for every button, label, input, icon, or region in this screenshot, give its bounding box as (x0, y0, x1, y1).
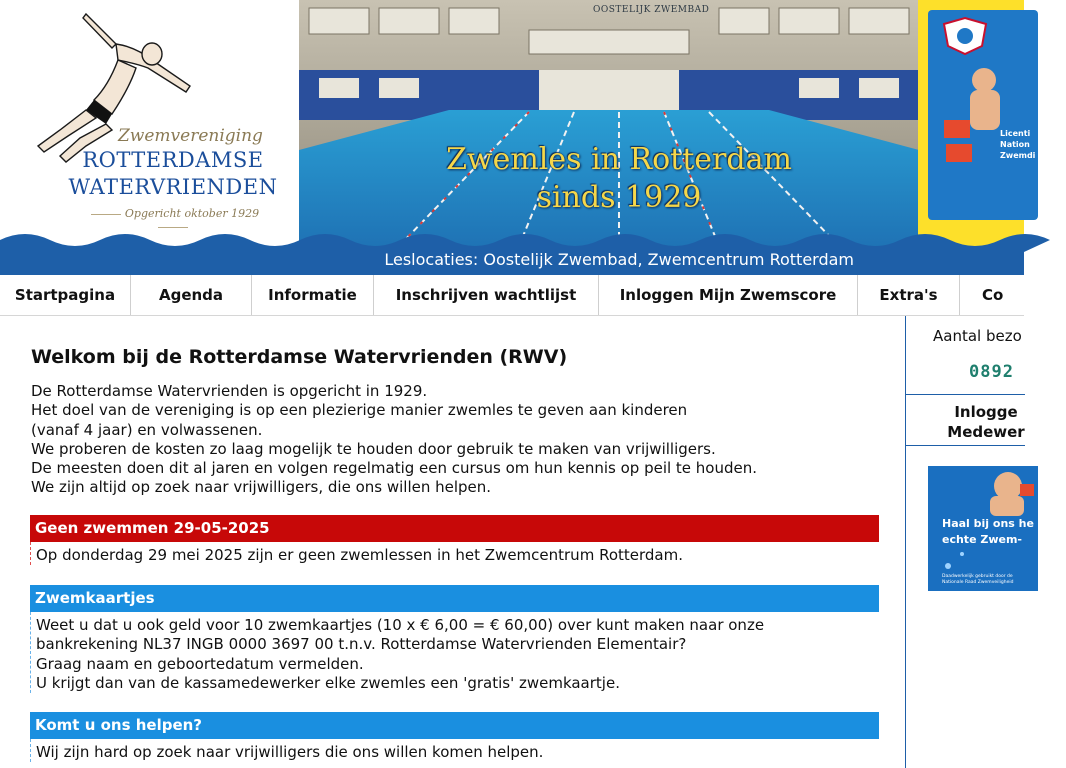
page-title: Welkom bij de Rotterdamse Watervrienden (RWV) (31, 346, 568, 368)
section-line: bankrekening NL37 INGB 0000 3697 00 t.n.v. Rotterdamse Watervrienden Elementair? (36, 635, 687, 654)
promo-text-line3: Zwemdi (1000, 151, 1036, 160)
section-line: Graag naam en geboortedatum vermelden. (36, 654, 364, 673)
intro-line: De meesten doen dit al jaren en volgen regelmatig een cursus om hun kennis op peil te houden. (31, 459, 758, 478)
nav-startpagina[interactable]: Startpagina (0, 275, 131, 315)
notice-title: Geen zwemmen 29-05-2025 (30, 515, 879, 542)
section-line: Weet u dat u ook geld voor 10 zwemkaartjes (10 x € 6,00 = € 60,00) over kunt maken naar onze (36, 616, 765, 634)
sidebar-divider (906, 445, 1025, 446)
ad-fine-print-line1: Daadwerkelijk gebruikt door de (942, 574, 1013, 579)
section-line: U krijgt dan van de kassamedewerker elke zwemles een 'gratis' zwemkaartje. (36, 673, 620, 692)
nav-agenda[interactable]: Agenda (131, 275, 252, 315)
logo-name-line2: WATERVRIENDEN (68, 175, 278, 199)
ad-fine-print-line2: Nationale Raad Zwemveiligheid (942, 580, 1014, 585)
nav-extras[interactable]: Extra's (858, 275, 960, 315)
ad-text-line1: Haal bij ons he (942, 517, 1034, 530)
nav-inschrijven-wachtlijst[interactable]: Inschrijven wachtlijst (374, 275, 599, 315)
intro-text (31, 382, 891, 498)
nav-inloggen-mijn-zwemscore[interactable]: Inloggen Mijn Zwemscore (599, 275, 858, 315)
sidebar-divider (906, 394, 1025, 395)
promo-text-line2: Nation (1000, 140, 1030, 149)
diploma-ad[interactable] (928, 466, 1038, 591)
logo-subtitle: Zwemvereniging (118, 126, 263, 146)
section-body (30, 612, 879, 693)
ad-fine-print (942, 574, 1013, 586)
site-header (0, 0, 1036, 275)
promo-text-line1: Licenti (1000, 129, 1031, 138)
locations-text: Leslocaties: Oostelijk Zwembad, Zwemcentrum Rotterdam (384, 250, 854, 269)
intro-line: De Rotterdamse Watervrienden is opgericht in 1929. (31, 382, 428, 400)
club-logo[interactable] (0, 0, 300, 246)
slogan-line1: Zwemles in Rotterdam (446, 142, 792, 177)
section-line: Wij zijn hard op zoek naar vrijwilligers die ons willen komen helpen. (36, 743, 544, 761)
intro-line: Het doel van de vereniging is op een plezierige manier zwemles te geven aan kinderen (31, 401, 688, 420)
pool-sign: OOSTELIJK ZWEMBAD (593, 5, 710, 15)
ad-text-line2: echte Zwem- (942, 533, 1022, 546)
section-zwemkaartjes (30, 585, 879, 693)
logo-name-line1: ROTTERDAMSE (82, 148, 264, 172)
main-content (0, 316, 906, 768)
notice-line: Op donderdag 29 mei 2025 zijn er geen zwemlessen in het Zwemcentrum Rotterdam. (36, 546, 683, 564)
staff-login-line1: Inlogge (954, 403, 1018, 421)
nav-informatie[interactable]: Informatie (252, 275, 374, 315)
locations-bar (0, 246, 1024, 275)
staff-login-line2: Medewer (947, 423, 1025, 441)
intro-line: We proberen de kosten zo laag mogelijk te houden door gebruik te maken van vrijwilligers. (31, 439, 716, 458)
sidebar (905, 316, 1034, 768)
visitor-count-label: Aantal bezo (933, 327, 1022, 345)
intro-line: (vanaf 4 jaar) en volwassenen. (31, 420, 263, 439)
section-title: Zwemkaartjes (30, 585, 879, 612)
pool-photo (299, 0, 919, 246)
notice-body (30, 542, 879, 565)
notice-no-swimming (30, 515, 879, 565)
slogan-line2: sinds 1929 (536, 180, 702, 215)
section-body (30, 739, 879, 762)
shield-icon (940, 16, 990, 56)
diploma-promo[interactable] (918, 0, 1036, 246)
section-title: Komt u ons helpen? (30, 712, 879, 739)
intro-line: We zijn altijd op zoek naar vrijwilligers, die ons willen helpen. (31, 478, 492, 497)
ad-text (942, 516, 1034, 548)
section-volunteers (30, 712, 879, 762)
logo-founded: Opgericht oktober 1929 (83, 207, 263, 233)
visitor-counter: 0892 (969, 362, 1014, 382)
main-nav (0, 275, 1024, 316)
nav-contact[interactable]: Co (982, 286, 1004, 304)
staff-login-link[interactable] (906, 402, 1066, 442)
